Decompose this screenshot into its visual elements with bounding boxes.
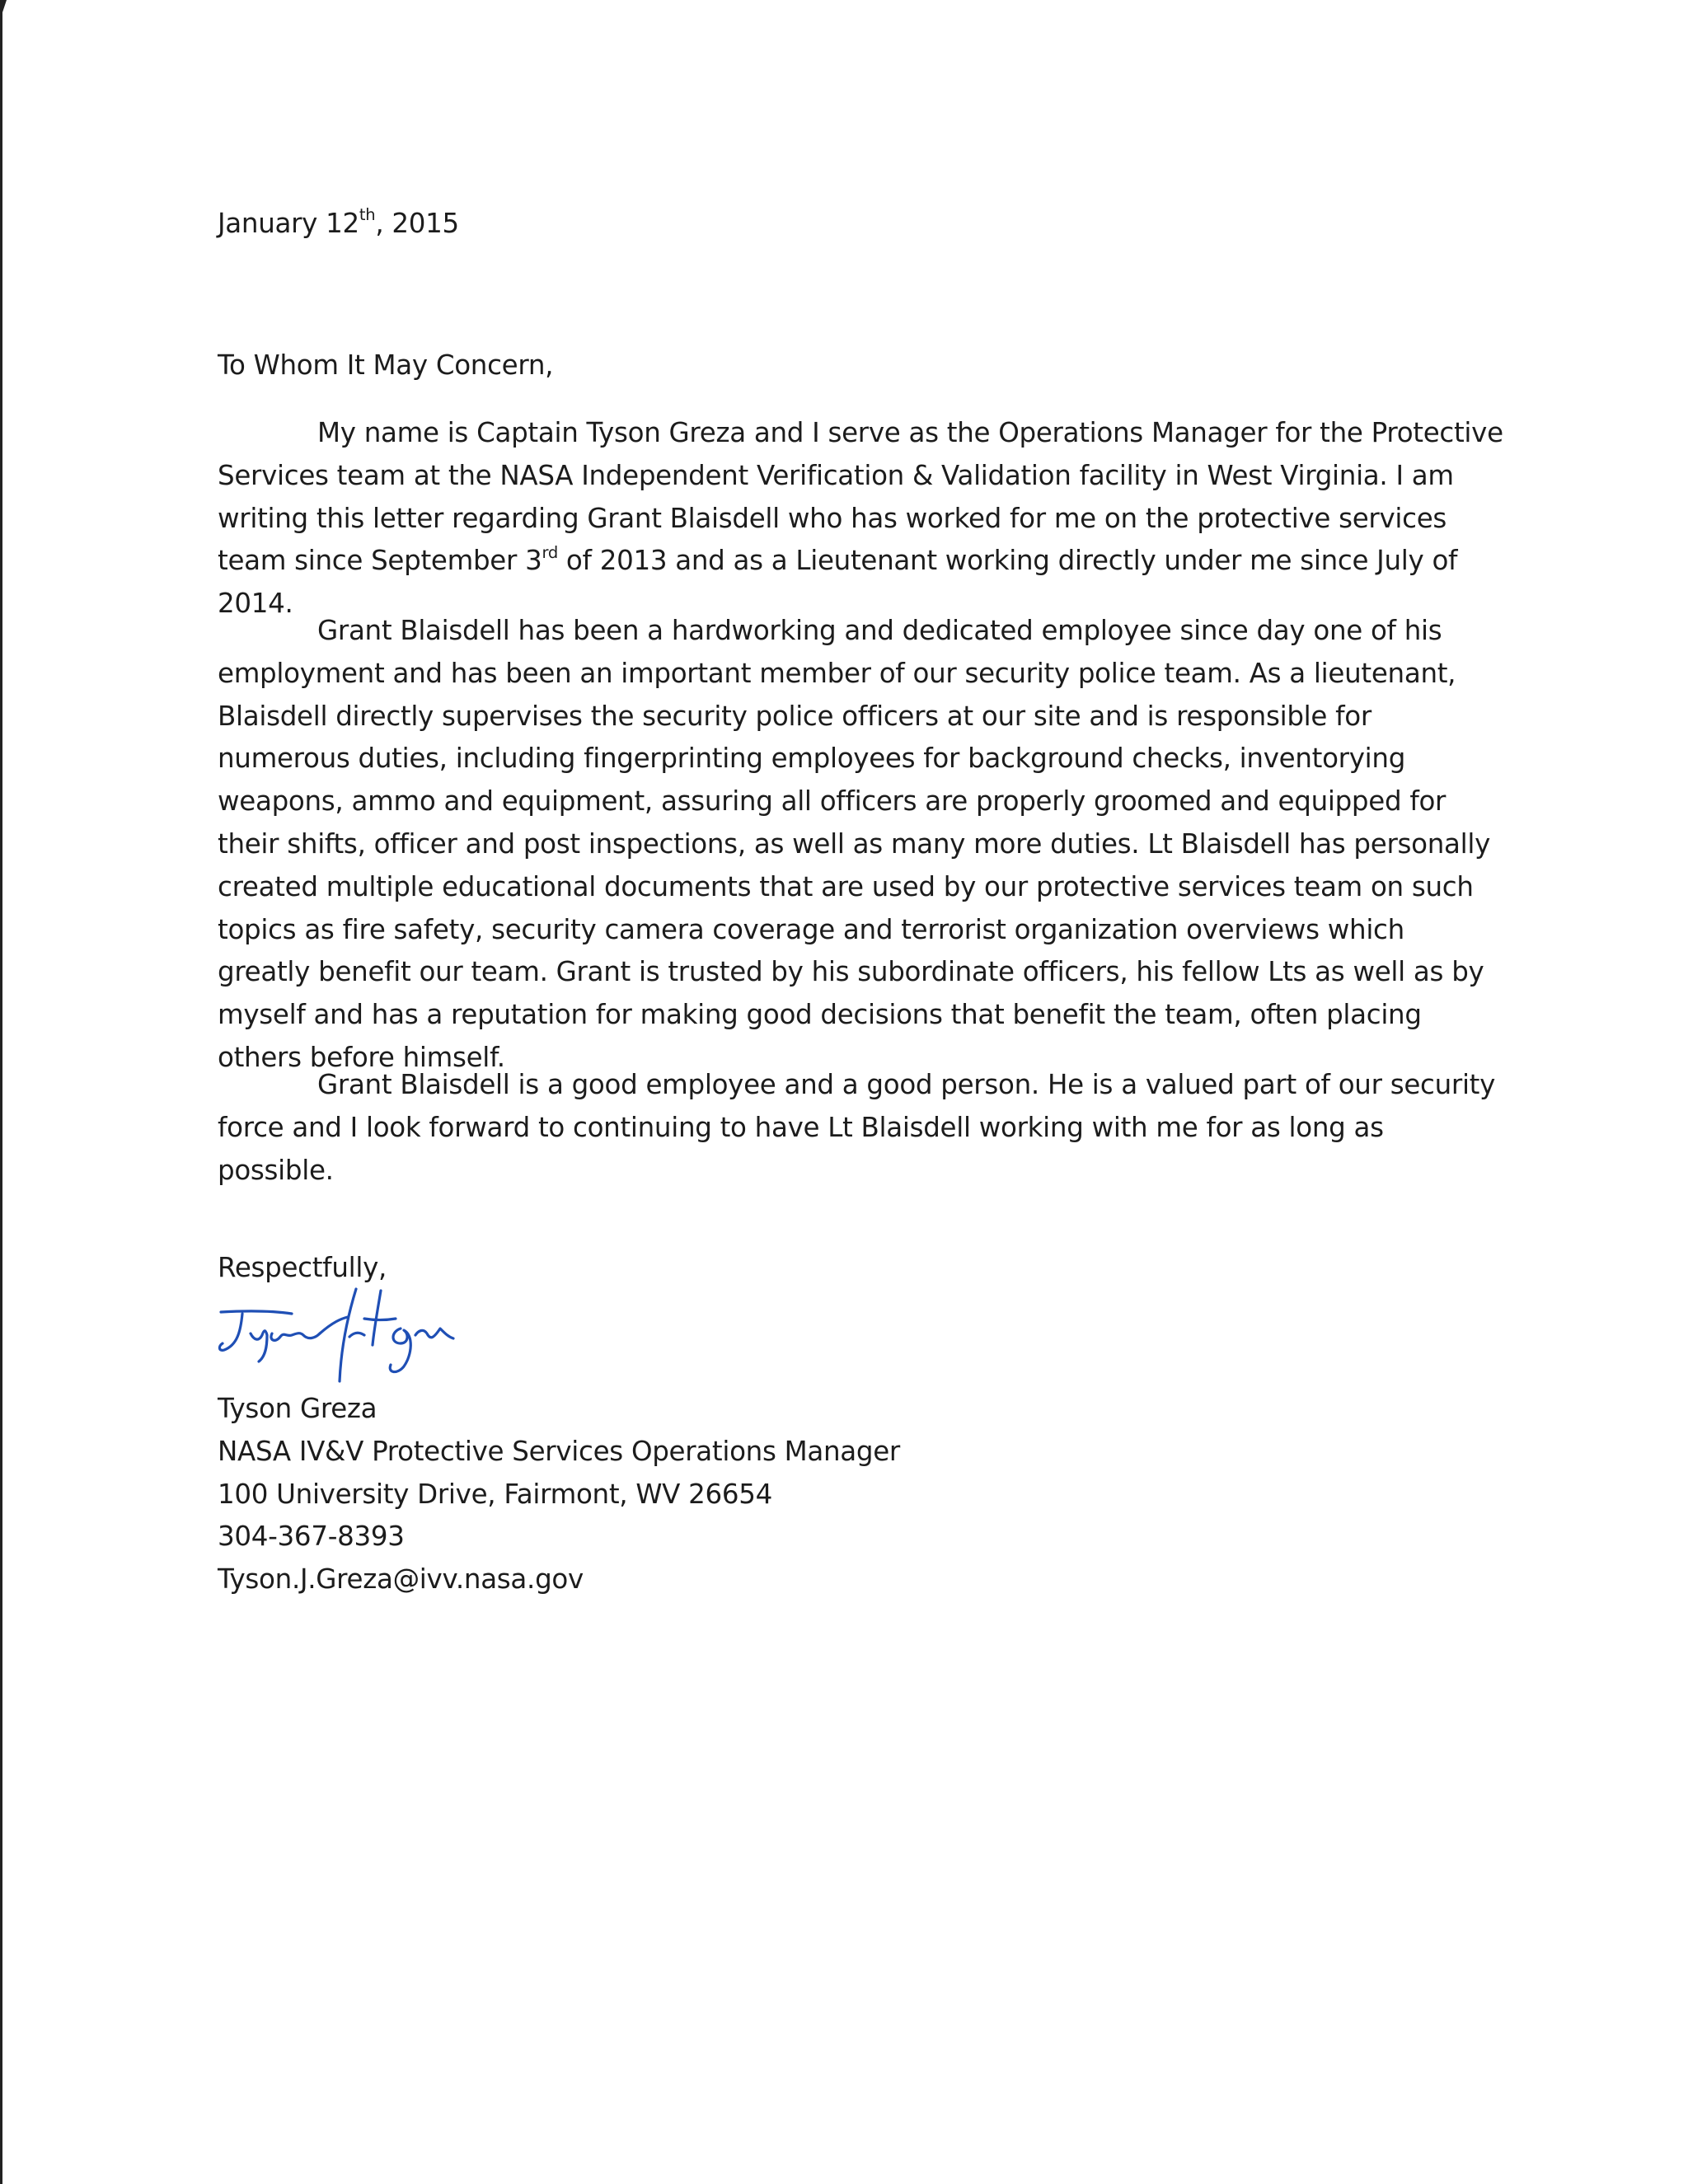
paragraph-1-part-a: My name is Captain Tyson Greza and I serve as the Operations Manager for the Protective Services team at the NASA Independent Verification & Validation facility in West Virginia. I am writing this letter regarding Grant Blaisdell who has worked for me on the protective services team since September 3 [218,417,1503,577]
paragraph-3: Grant Blaisdell is a good employee and a good person. He is a valued part of our security force and I look forward to continuing to have Lt Blaisdell working with me for as long as possible. [218,1069,1496,1186]
signature-icon [218,1286,457,1385]
paragraph-2: Grant Blaisdell has been a hardworking and dedicated employee since day one of his employment and has been an important member of our security police team. As a lieutenant, Blaisdell directly supervises the security police officers at our site and is responsible for numerous duties, including fingerprinting employees for background checks, inventorying weapons, ammo and equipment, assuring all officers are properly groomed and equipped for their shifts, officer and post inspections, as well as many more duties. Lt Blaisdell has personally created multiple educational documents that are used by our protective services team on such topics as fire safety, security camera coverage and terrorist organization overviews which greatly benefit our team. Grant is trusted by his subordinate officers, his fellow Lts as well as by myself and has a reputation for making good decisions that benefit the team, often placing others before himself. [218,615,1491,1073]
signature-block [218,1388,900,1601]
letter-date [218,203,459,246]
scan-edge [0,0,2,2184]
signer-email: Tyson.J.Greza@ivv.nasa.gov [218,1563,584,1596]
closing: Respectfully, [218,1252,387,1283]
paragraph-1-part-b: of 2013 and as a Lieutenant working directly under me since July of 2014. [218,545,1458,620]
scan-corner [0,0,7,20]
date-month-day: January 12 [218,208,359,239]
date-year: , 2015 [375,208,459,239]
date-day-suffix: th [359,205,376,225]
signer-phone: 304-367-8393 [218,1521,405,1553]
salutation: To Whom It May Concern, [218,349,554,381]
paragraph-1-ordinal-suffix: rd [542,542,558,562]
signer-name: Tyson Greza [218,1393,377,1424]
paragraph-1 [218,412,1503,626]
signer-address: 100 University Drive, Fairmont, WV 26654 [218,1478,773,1510]
signer-title: NASA IV&V Protective Services Operations Manager [218,1435,900,1467]
